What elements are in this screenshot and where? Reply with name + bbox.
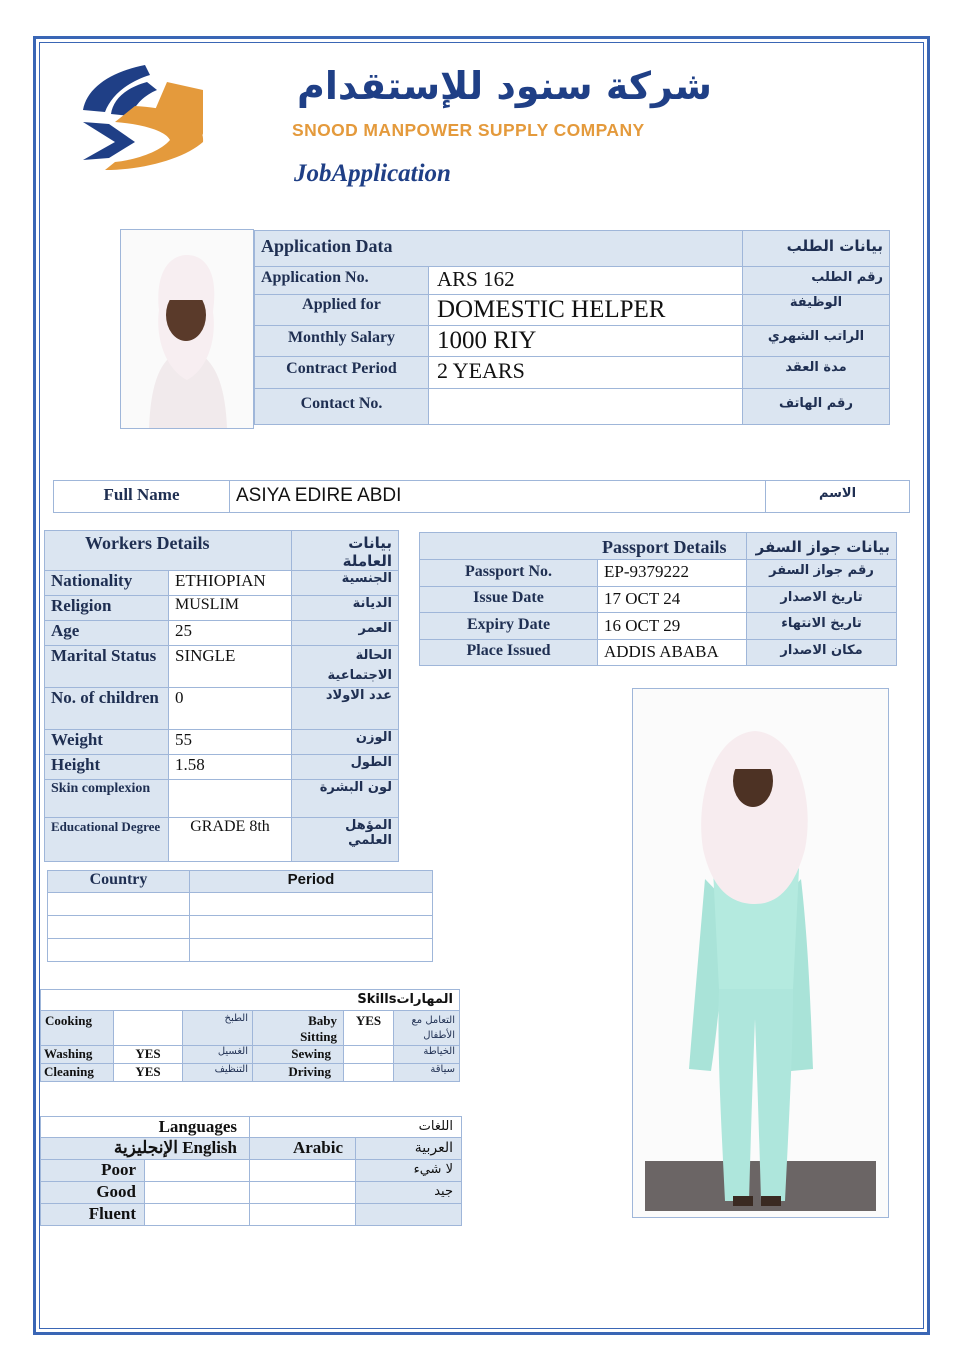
company-name-ar: شركة سنود للإستقدام [297,64,712,108]
languages-table [40,1116,462,1226]
full-name-ar: الاسم [766,481,910,513]
age-value: 25 [169,621,292,646]
marital-value: SINGLE [169,646,292,688]
application-no-label: Application No. [255,267,429,295]
lang-english-header: الإنجليزية English [41,1138,250,1160]
skills-header: Skillsالمهارات [41,990,460,1011]
salary-label: Monthly Salary [255,326,429,357]
country-header: Country [48,871,190,893]
contract-ar: مدة العقد [743,357,890,389]
skill-sewing-label: Sewing [253,1046,344,1064]
application-no-value: ARS 162 [429,267,743,295]
skin-label: Skin complexion [45,780,169,818]
skill-sewing-ar: الخياطة [394,1046,460,1064]
skill-cleaning-value: YES [114,1064,183,1082]
religion-ar: الديانة [292,596,399,621]
applied-for-ar: الوظيفة [743,295,890,326]
religion-label: Religion [45,596,169,621]
expiry-date-ar: تاريخ الانتهاء [747,613,897,640]
education-ar: المؤهل العلمي [292,818,399,862]
skill-washing-label: Washing [41,1046,114,1064]
period-header: Period [190,871,433,893]
experience-row [48,916,433,939]
page-title: JobApplication [294,160,451,187]
snood-logo-icon [75,60,210,180]
workers-header-ar: بيانات العاملة [292,531,399,571]
skill-driving-label: Driving [253,1064,344,1082]
weight-ar: الوزن [292,730,399,755]
passport-header-ar: بيانات جواز السفر [747,533,897,560]
skill-babysitting-ar: التعامل مع الأطفال [394,1011,460,1046]
height-ar: الطول [292,755,399,780]
experience-row [48,893,433,916]
place-issued-ar: مكان الاصدار [747,640,897,666]
weight-value: 55 [169,730,292,755]
applied-for-value: DOMESTIC HELPER [429,295,743,326]
lang-arabic-header: Arabic [250,1138,356,1160]
contact-ar: رقم الهاتف [743,389,890,425]
issue-date-ar: تاريخ الاصدار [747,587,897,613]
application-table [254,230,890,425]
nationality-label: Nationality [45,571,169,596]
workers-table [44,530,399,862]
passport-table [419,532,897,666]
application-header-ar: بيانات الطلب [743,231,890,267]
skill-driving-ar: سياقة [394,1064,460,1082]
marital-label: Marital Status [45,646,169,688]
education-value: GRADE 8th [169,818,292,862]
skill-sewing-value [344,1046,394,1064]
application-no-ar: رقم الطلب [743,267,890,295]
experience-row [48,939,433,962]
children-value: 0 [169,688,292,730]
lang-level-fluent-ar [356,1204,462,1226]
skill-babysitting-label: Baby Sitting [253,1011,344,1046]
applicant-photo-full [632,688,889,1218]
lang-level-fluent: Fluent [41,1204,145,1226]
languages-header: Languages [41,1117,250,1138]
lang-level-good-ar: جيد [356,1182,462,1204]
full-name-value: ASIYA EDIRE ABDI [230,481,766,513]
skill-cooking-label: Cooking [41,1011,114,1046]
salary-ar: الراتب الشهري [743,326,890,357]
company-name-en: SNOOD MANPOWER SUPPLY COMPANY [292,120,645,140]
experience-table [47,870,433,962]
skill-washing-ar: الغسيل [183,1046,253,1064]
salary-value: 1000 RIY [429,326,743,357]
applicant-photo-small [120,229,254,429]
skill-cooking-value [114,1011,183,1046]
expiry-date-label: Expiry Date [420,613,598,640]
weight-label: Weight [45,730,169,755]
children-ar: عدد الاولاد [292,688,399,730]
age-label: Age [45,621,169,646]
issue-date-value: 17 OCT 24 [598,587,747,613]
skin-ar: لون البشرة [292,780,399,818]
passport-no-value: EP-9379222 [598,560,747,587]
lang-level-poor-ar: لا شيء [356,1160,462,1182]
skill-washing-value: YES [114,1046,183,1064]
languages-header-ar: اللغات [250,1117,462,1138]
skill-cleaning-label: Cleaning [41,1064,114,1082]
contract-label: Contract Period [255,357,429,389]
passport-header: Passport Details [420,533,747,560]
skill-cleaning-ar: التنظيف [183,1064,253,1082]
applied-for-label: Applied for [255,295,429,326]
application-header: Application Data [255,231,743,267]
religion-value: MUSLIM [169,596,292,621]
skill-driving-value [344,1064,394,1082]
passport-no-ar: رقم جواز السفر [747,560,897,587]
contract-value: 2 YEARS [429,357,743,389]
lang-arabic-header-ar: العربية [356,1138,462,1160]
expiry-date-value: 16 OCT 29 [598,613,747,640]
full-name-table [53,480,910,513]
height-value: 1.58 [169,755,292,780]
skill-babysitting-value: YES [344,1011,394,1046]
marital-ar: الحالة الاجتماعية [292,646,399,688]
skill-cooking-ar: الطبخ [183,1011,253,1046]
full-name-label: Full Name [54,481,230,513]
nationality-value: ETHIOPIAN [169,571,292,596]
skin-value [169,780,292,818]
workers-header: Workers Details [45,531,292,571]
place-issued-value: ADDIS ABABA [598,640,747,666]
lang-level-poor: Poor [41,1160,145,1182]
education-label: Educational Degree [45,818,169,862]
issue-date-label: Issue Date [420,587,598,613]
passport-no-label: Passport No. [420,560,598,587]
height-label: Height [45,755,169,780]
lang-level-good: Good [41,1182,145,1204]
skills-table [40,989,460,1082]
place-issued-label: Place Issued [420,640,598,666]
children-label: No. of children [45,688,169,730]
age-ar: العمر [292,621,399,646]
contact-label: Contact No. [255,389,429,425]
contact-value [429,389,743,425]
nationality-ar: الجنسية [292,571,399,596]
